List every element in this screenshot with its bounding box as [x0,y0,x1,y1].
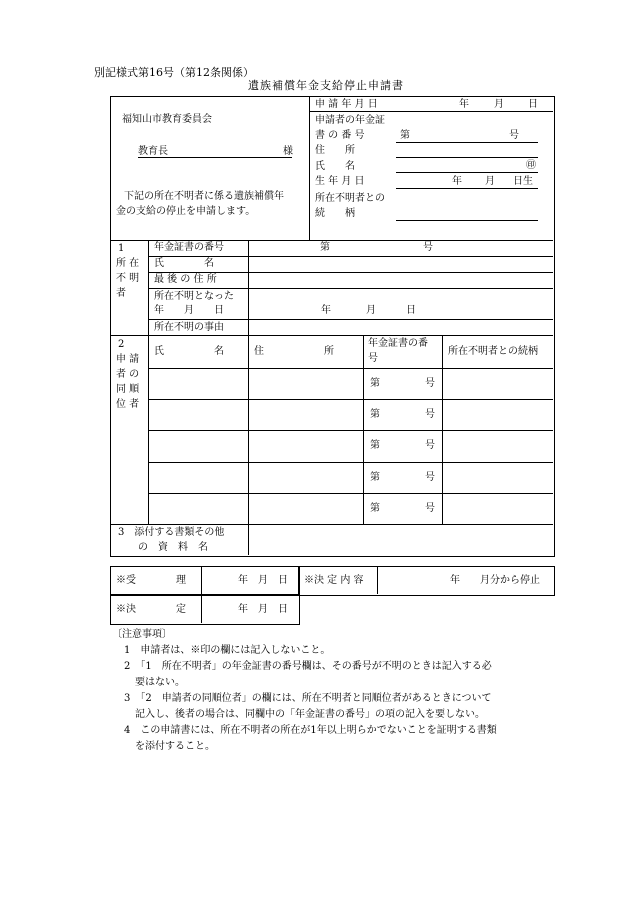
sec2-col-name: 氏 名 [154,346,224,357]
sec1-label-2: 不 明 [116,273,140,284]
sec1-number: 1 [118,243,125,254]
decision-content-label: ※決 定 内 容 [304,575,364,586]
birthdate-field[interactable] [396,188,538,189]
sec2-label-2: 者 の [116,369,140,380]
note-3b: 記入し、後者の場合は、同欄中の「年金証書の番号」の項の記入を要しない。 [135,709,485,720]
birth-month: 月 [485,176,495,187]
relation-field[interactable] [396,220,538,221]
note-1: 1 申請者は、※印の欄には記入しないこと。 [124,645,331,656]
name-label: 氏 名 [315,161,355,172]
relation-label-1: 所在不明者との [315,193,385,204]
cert-dai: 第 [400,130,410,141]
seal-mark: ㊞ [526,160,536,171]
intro-line-1: 下記の所在不明者に係る遺族補償年 [124,191,284,202]
note-4a: 4 この申請書には、所在不明者の所在が1年以上明らかでないことを証明する書類 [124,725,497,736]
sec1-missing-date-label-1: 所在不明となった [154,291,234,302]
decision-label: ※決 定 [116,604,186,615]
relation-label-2: 続 柄 [315,208,355,219]
note-2a: 2 「1 所在不明者」の年金証書の番号欄は、その番号が不明のときは記入する必 [124,661,492,672]
sama-label: 様 [283,146,293,157]
note-4b: を添付すること。 [135,741,215,752]
sec2-row3-dai: 第 [370,440,380,451]
sec1-label-3: 者 [116,288,126,299]
date-month[interactable]: 月 [494,99,504,110]
cert-label-1: 申請者の年金証 [315,115,385,126]
sec3-label-2: の 資 料 名 [138,542,208,553]
sec2-row5-dai: 第 [370,503,380,514]
note-3a: 3 「2 申請者の同順位者」の欄には、所在不明者と同順位者があるときについて [124,693,492,704]
cert-go: 号 [509,130,519,141]
date-day[interactable]: 日 [528,99,538,110]
sec1-missing-day: 日 [406,305,416,316]
intro-line-2: 金の支給の停止を申請します。 [116,206,256,217]
sec2-row1-go: 号 [425,378,435,389]
sec1-cert-go: 号 [423,242,433,253]
sec1-name-label: 氏 名 [154,258,214,269]
sec2-col-cert-2: 号 [368,353,378,364]
application-date-label: 申 請 年 月 日 [315,99,378,110]
sec2-number: 2 [118,339,125,350]
sec1-cert-dai: 第 [320,242,330,253]
receipt-label: ※受 理 [116,575,186,586]
sec2-label-4: 位 者 [116,399,140,410]
address-field[interactable] [396,157,538,158]
sec2-label-1: 申 請 [116,354,140,365]
sec2-col-address: 住 所 [254,346,334,357]
name-field[interactable] [396,172,538,173]
address-label: 住 所 [315,145,355,156]
birth-day: 日生 [513,176,533,187]
sec2-row5-go: 号 [425,503,435,514]
sec2-row4-dai: 第 [370,472,380,483]
birthdate-label: 生 年 月 日 [315,176,365,187]
sec1-last-address-label: 最 後 の 住 所 [154,274,217,285]
date-year[interactable]: 年 [459,99,469,110]
birth-year: 年 [452,176,462,187]
cert-number-field[interactable] [396,142,538,143]
notes-heading: 〔注意事項〕 [112,629,172,640]
sec2-row3-go: 号 [425,440,435,451]
form-reference: 別記様式第16号（第12条関係） [94,66,254,79]
sec2-row2-go: 号 [425,409,435,420]
decision-content-value[interactable]: 年 月分から停止 [450,575,540,586]
receipt-date[interactable]: 年 月 日 [238,575,288,586]
sec1-label-1: 所 在 [116,258,140,269]
sec2-row4-go: 号 [425,472,435,483]
sec1-missing-month: 月 [366,305,376,316]
decision-date[interactable]: 年 月 日 [238,604,288,615]
chief-label: 教育長 [138,146,168,157]
sec1-reason-label: 所在不明の事由 [154,322,224,333]
addressee: 福知山市教育委員会 [122,114,212,125]
sec2-row1-dai: 第 [370,378,380,389]
sec1-missing-date-label-2: 年 月 日 [154,305,224,316]
cert-label-2: 書 の 番 号 [315,130,365,141]
sec1-missing-year: 年 [321,305,331,316]
sec2-col-relation: 所在不明者との続柄 [448,346,538,357]
sec2-row2-dai: 第 [370,409,380,420]
page-title: 遺族補償年金支給停止申請書 [248,79,404,92]
sec1-cert-label: 年金証書の番号 [154,242,224,253]
note-2b: 要はない。 [135,677,185,688]
sec2-col-cert-1: 年金証書の番 [368,338,428,349]
sec3-label-1: 3 添付する書類その他 [118,527,225,538]
sec2-label-3: 同 順 [116,384,140,395]
